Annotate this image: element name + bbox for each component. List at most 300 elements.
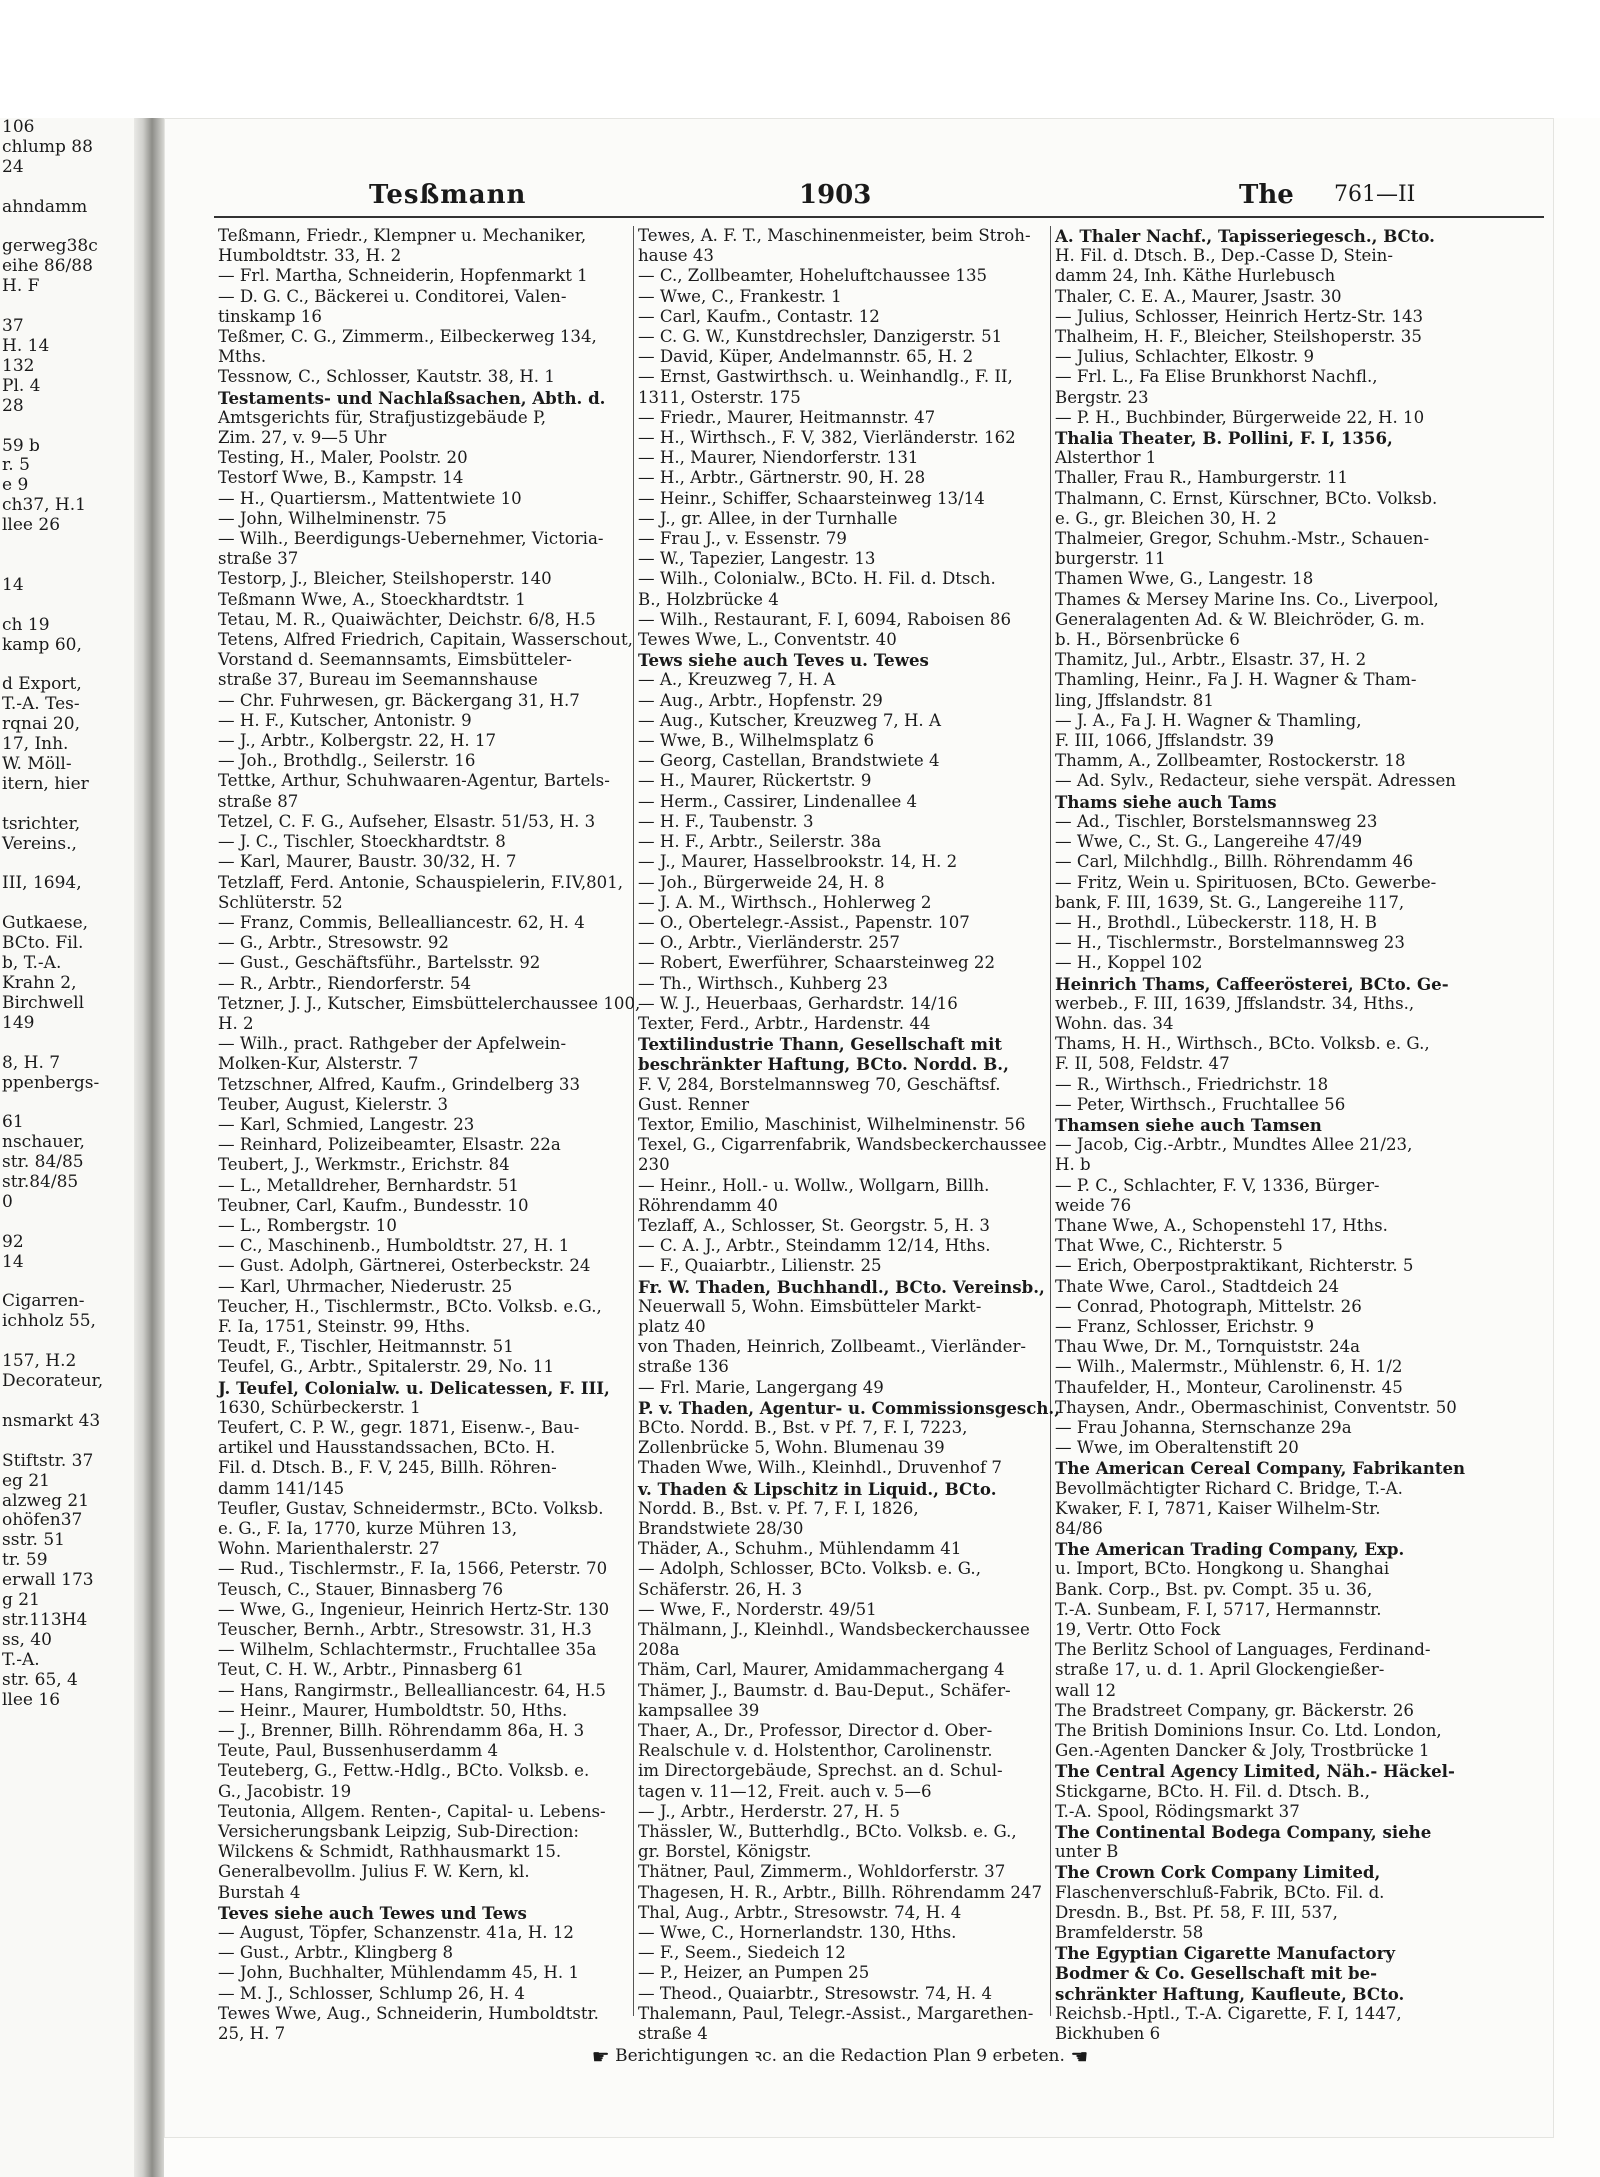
left-page-text-fragment: ch37, H.1: [2, 495, 86, 516]
directory-entry: Thal, Aug., Arbtr., Stresowstr. 74, H. 4: [638, 1902, 962, 1922]
directory-entry: Thaden Wwe, Wilh., Kleinhdl., Druvenhof 7: [638, 1458, 1002, 1478]
directory-column-2: [638, 226, 1060, 2044]
directory-entry: — Aug., Kutscher, Kreuzweg 7, H. A: [638, 710, 941, 730]
directory-entry: — Wwe, G., Ingenieur, Heinrich Hertz-Str. 130: [218, 1599, 610, 1619]
directory-entry: — Herm., Cassirer, Lindenallee 4: [638, 791, 918, 811]
directory-entry: — Julius, Schlachter, Elkostr. 9: [1055, 347, 1315, 367]
directory-entry: — W., Tapezier, Langestr. 13: [638, 549, 876, 569]
directory-entry: H. Fil. d. Dtsch. B., Dep.-Casse D, Stein-: [1055, 246, 1393, 266]
directory-entry: Thames & Mersey Marine Ins. Co., Liverpool,: [1055, 589, 1439, 609]
left-page-text-fragment: nsmarkt 43: [2, 1410, 101, 1431]
directory-entry: B., Holzbrücke 4: [638, 589, 779, 609]
left-page-text-fragment: llee 16: [2, 1689, 61, 1710]
directory-entry: J. Teufel, Colonialw. u. Delicatessen, F. III,: [218, 1377, 610, 1398]
left-page-text-fragment: nschauer,: [2, 1132, 85, 1153]
directory-entry: The Central Agency Limited, Näh.- Häckel-: [1055, 1761, 1455, 1782]
directory-entry: The Crown Cork Company Limited,: [1055, 1862, 1381, 1883]
directory-entry: platz 40: [638, 1316, 706, 1336]
left-page-text-fragment: T.-A.: [2, 1649, 40, 1670]
directory-entry: Testorp, J., Bleicher, Steilshoperstr. 140: [218, 569, 552, 589]
directory-entry: — Franz, Commis, Bellealliancestr. 62, H. 4: [218, 912, 585, 932]
directory-entry: — J., Arbtr., Herderstr. 27, H. 5: [638, 1801, 900, 1821]
directory-entry: Tewes, A. F. T., Maschinenmeister, beim Stroh-: [638, 226, 1031, 245]
directory-entry: — Wilh., Colonialw., BCto. H. Fil. d. Dtsch.: [638, 569, 996, 589]
directory-entry: Thane Wwe, A., Schopenstehl 17, Hths.: [1055, 1215, 1388, 1235]
left-page-text-fragment: eg 21: [2, 1470, 50, 1491]
page-number: 761—II: [1334, 182, 1416, 207]
directory-entry: — Wwe, C., Hornerlandstr. 130, Hths.: [638, 1923, 957, 1943]
directory-entry: tagen v. 11—12, Freit. auch v. 5—6: [638, 1781, 932, 1801]
directory-entry: — Heinr., Holl.- u. Wollw., Wollgarn, Billh.: [638, 1175, 990, 1195]
directory-entry: Thämer, J., Baumstr. d. Bau-Deput., Schäfer-: [638, 1680, 1011, 1700]
left-page-text-fragment: 149: [2, 1012, 35, 1033]
directory-entry: — H. F., Taubenstr. 3: [638, 811, 814, 831]
directory-entry: — H., Arbtr., Gärtnerstr. 90, H. 28: [638, 468, 926, 488]
directory-entry: — Wwe, B., Wilhelmsplatz 6: [638, 731, 875, 751]
directory-entry: Bank. Corp., Bst. pv. Compt. 35 u. 36,: [1055, 1579, 1373, 1599]
directory-entry: damm 24, Inh. Käthe Hurlebusch: [1055, 266, 1336, 286]
directory-entry: — H., Tischlermstr., Borstelmannsweg 23: [1055, 933, 1405, 953]
directory-entry: — Frau J., v. Essenstr. 79: [638, 529, 847, 549]
directory-entry: gr. Borstel, Königstr.: [638, 1842, 812, 1862]
directory-entry: Wohn. Marienthalerstr. 27: [218, 1539, 440, 1559]
directory-entry: Thau Wwe, Dr. M., Tornquiststr. 24a: [1055, 1337, 1361, 1357]
directory-entry: ling, Jffslandstr. 81: [1055, 690, 1214, 710]
directory-entry: Thässler, W., Butterhdlg., BCto. Volksb. e. G.,: [638, 1822, 1017, 1842]
left-page-text-fragment: ahndamm: [2, 196, 88, 217]
directory-entry: — Ad., Tischler, Borstelsmannsweg 23: [1055, 811, 1378, 831]
left-page-text-fragment: r. 5: [2, 455, 30, 476]
directory-entry: — Peter, Wirthsch., Fruchtallee 56: [1055, 1094, 1346, 1114]
left-page-text-fragment: 37: [2, 316, 24, 337]
directory-entry: Teubner, Carl, Kaufm., Bundesstr. 10: [218, 1195, 529, 1215]
left-page-text-fragment: sstr. 51: [2, 1530, 65, 1551]
directory-entry: Thamitz, Jul., Arbtr., Elsastr. 37, H. 2: [1055, 650, 1367, 670]
directory-entry: Humboldtstr. 33, H. 2: [218, 246, 402, 266]
left-page-text-fragment: [0, 1213, 134, 1233]
directory-entry: — H. F., Kutscher, Antonistr. 9: [218, 710, 472, 730]
directory-entry: BCto. Nordd. B., Bst. v Pf. 7, F. I, 7223,: [638, 1417, 968, 1437]
directory-entry: wall 12: [1055, 1680, 1117, 1700]
directory-entry: The Continental Bodega Company, siehe: [1055, 1822, 1432, 1843]
directory-entry: Bevollmächtigter Richard C. Bridge, T.-A.: [1055, 1478, 1403, 1498]
directory-entry: The British Dominions Insur. Co. Ltd. London,: [1055, 1721, 1442, 1741]
directory-entry: Zollenbrücke 5, Wohn. Blumenau 39: [638, 1438, 945, 1458]
directory-entry: — P. C., Schlachter, F. V, 1336, Bürger-: [1055, 1175, 1380, 1195]
directory-entry: Wohn. das. 34: [1055, 1013, 1174, 1033]
left-page-text-fragment: g 21: [2, 1590, 40, 1611]
left-page-text-fragment: [0, 596, 134, 616]
left-page-text-fragment: 28: [2, 395, 24, 416]
directory-entry: — Fritz, Wein u. Spirituosen, BCto. Gewerbe-: [1055, 872, 1437, 892]
directory-entry: Tetzner, J. J., Kutscher, Eimsbüttelerchaussee 100,: [218, 993, 641, 1013]
directory-entry: unter B: [1055, 1842, 1119, 1862]
directory-entry: Gen.-Agenten Dancker & Joly, Trostbrücke 1: [1055, 1741, 1430, 1761]
left-page-text-fragment: 8, H. 7: [2, 1052, 61, 1073]
directory-entry: Thätner, Paul, Zimmerm., Wohldorferstr. 37: [638, 1862, 1006, 1882]
directory-entry: — H., Brothdl., Lübeckerstr. 118, H. B: [1055, 912, 1377, 932]
directory-entry: Tetzschner, Alfred, Kaufm., Grindelberg 33: [218, 1074, 581, 1094]
directory-entry: straße 4: [638, 2024, 708, 2044]
directory-entry: — J., Arbtr., Kolbergstr. 22, H. 17: [218, 731, 497, 751]
directory-entry: bank, F. III, 1639, St. G., Langereihe 117,: [1055, 892, 1405, 912]
left-page-text-fragment: erwall 173: [2, 1570, 94, 1591]
directory-entry: — M. J., Schlosser, Schlump 26, H. 4: [218, 1983, 525, 2003]
left-page-text-fragment: [0, 795, 134, 815]
left-page-text-fragment: H. F: [2, 276, 40, 297]
directory-entry: Tetzel, C. F. G., Aufseher, Elsastr. 51/53, H. 3: [218, 811, 596, 831]
directory-entry: — David, Küper, Andelmannstr. 65, H. 2: [638, 347, 974, 367]
directory-entry: Thäm, Carl, Maurer, Amidammachergang 4: [638, 1660, 1005, 1680]
left-page-text-fragment: [0, 1432, 134, 1452]
directory-entry: Teßmer, C. G., Zimmerm., Eilbeckerweg 134,: [218, 327, 597, 347]
left-page-text-fragment: ss, 40: [2, 1629, 52, 1650]
directory-entry: — Wilh., Beerdigungs-Uebernehmer, Victoria-: [218, 529, 604, 549]
left-page-text-fragment: [0, 1034, 134, 1054]
directory-entry: — J., Brenner, Billh. Röhrendamm 86a, H. 3: [218, 1721, 585, 1741]
directory-entry: straße 87: [218, 791, 299, 811]
directory-entry: Thamm, A., Zollbeamter, Rostockerstr. 18: [1055, 751, 1406, 771]
directory-entry: H. b: [1055, 1155, 1091, 1175]
left-page-text-fragment: Stiftstr. 37: [2, 1450, 94, 1471]
left-page-text-fragment: 157, H.2: [2, 1351, 77, 1372]
page-footer: [540, 2043, 1140, 2069]
directory-entry: artikel und Hausstandssachen, BCto. H.: [218, 1438, 556, 1458]
left-page-text-fragment: 17, Inh.: [2, 734, 69, 755]
directory-entry: Teuscher, Bernh., Arbtr., Stresowstr. 31, H.3: [218, 1620, 592, 1640]
directory-entry: straße 136: [638, 1357, 729, 1377]
left-page-text-fragment: chlump 88: [2, 136, 93, 157]
directory-entry: — Frl. Martha, Schneiderin, Hopfenmarkt 1: [218, 266, 588, 286]
directory-entry: Thaler, C. E. A., Maurer, Jsastr. 30: [1055, 286, 1342, 306]
directory-entry: Textor, Emilio, Maschinist, Wilhelminenstr. 56: [638, 1114, 1026, 1134]
directory-entry: — Karl, Uhrmacher, Niederustr. 25: [218, 1276, 513, 1296]
directory-entry: — Rud., Tischlermstr., F. Ia, 1566, Peterstr. 70: [218, 1559, 608, 1579]
directory-entry: — Wilh., pract. Rathgeber der Apfelwein-: [218, 1034, 567, 1054]
directory-entry: — Ad. Sylv., Redacteur, siehe verspät. Adressen: [1055, 771, 1456, 791]
directory-entry: — H., Wirthsch., F. V, 382, Vierländerstr. 162: [638, 428, 1016, 448]
directory-entry: im Directorgebäude, Sprechst. an d. Schul-: [638, 1761, 1003, 1781]
left-page-text-fragment: T.-A. Tes-: [2, 694, 80, 715]
directory-entry: — Karl, Maurer, Baustr. 30/32, H. 7: [218, 852, 517, 872]
left-page-text-fragment: 0: [2, 1191, 13, 1212]
left-page-text-fragment: H. 14: [2, 335, 50, 356]
directory-entry: 19, Vertr. Otto Fock: [1055, 1620, 1221, 1640]
directory-entry: — August, Töpfer, Schanzenstr. 41a, H. 12: [218, 1923, 574, 1943]
directory-entry: — Ernst, Gastwirthsch. u. Weinhandlg., F. II,: [638, 367, 1013, 387]
directory-entry: — Hans, Rangirmstr., Bellealliancestr. 64, H.5: [218, 1680, 606, 1700]
directory-entry: — A., Kreuzweg 7, H. A: [638, 670, 836, 690]
directory-entry: — Wwe, im Oberaltenstift 20: [1055, 1438, 1299, 1458]
left-page-text-fragment: [0, 417, 134, 437]
left-page-text-fragment: Pl. 4: [2, 375, 41, 396]
left-page-text-fragment: gerweg38c: [2, 236, 98, 257]
directory-entry: — Frl. L., Fa Elise Brunkhorst Nachfl.,: [1055, 367, 1378, 387]
left-page-text-fragment: 61: [2, 1112, 24, 1133]
left-page-text-fragment: [0, 855, 134, 875]
directory-entry: — Karl, Schmied, Langestr. 23: [218, 1114, 475, 1134]
directory-entry: — Conrad, Photograph, Mittelstr. 26: [1055, 1296, 1362, 1316]
directory-entry: — L., Metalldreher, Bernhardstr. 51: [218, 1175, 519, 1195]
directory-entry: b. H., Börsenbrücke 6: [1055, 630, 1240, 650]
directory-entry: Generalbevollm. Julius F. W. Kern, kl.: [218, 1862, 530, 1882]
footer-note: Berichtigungen ꝛc. an die Redaction Plan 9 erbeten.: [615, 2046, 1065, 2066]
directory-entry: kampsallee 39: [638, 1700, 760, 1720]
directory-entry: 1630, Schürbeckerstr. 1: [218, 1397, 421, 1417]
directory-entry: — Chr. Fuhrwesen, gr. Bäckergang 31, H.7: [218, 690, 580, 710]
left-page-text-fragment: ichholz 55,: [2, 1311, 96, 1332]
directory-entry: — W. J., Heuerbaas, Gerhardstr. 14/16: [638, 993, 958, 1013]
directory-entry: Schäferstr. 26, H. 3: [638, 1579, 803, 1599]
directory-entry: Stickgarne, BCto. H. Fil. d. Dtsch. B.,: [1055, 1781, 1370, 1801]
directory-entry: v. Thaden & Lipschitz in Liquid., BCto.: [638, 1478, 997, 1499]
directory-entry: Textilindustrie Thann, Gesellschaft mit: [638, 1034, 1003, 1055]
directory-entry: Thamen Wwe, G., Langestr. 18: [1055, 569, 1314, 589]
directory-entry: Thalia Theater, B. Pollini, F. I, 1356,: [1055, 428, 1393, 449]
left-page-fragment: [0, 118, 134, 2177]
left-page-text-fragment: Vereins.,: [2, 833, 77, 854]
left-page-text-fragment: str.113H4: [2, 1609, 88, 1630]
directory-entry: — John, Wilhelminenstr. 75: [218, 508, 447, 528]
left-page-text-fragment: BCto. Fil.: [2, 933, 84, 954]
directory-entry: G., Jacobistr. 19: [218, 1781, 352, 1801]
directory-entry: — Heinr., Maurer, Humboldtstr. 50, Hths.: [218, 1700, 568, 1720]
directory-entry: — Wilh., Restaurant, F. I, 6094, Raboisen 86: [638, 609, 1012, 629]
directory-entry: — F., Seem., Siedeich 12: [638, 1943, 846, 1963]
directory-entry: Thaysen, Andr., Obermaschinist, Conventstr. 50: [1055, 1397, 1457, 1417]
directory-entry: The Egyptian Cigarette Manufactory: [1055, 1943, 1395, 1964]
pointing-hand-icon: ☚: [1070, 2044, 1089, 2069]
directory-entry: 25, H. 7: [218, 2024, 286, 2044]
left-page-text-fragment: rqnai 20,: [2, 714, 80, 735]
pointing-hand-icon: ☛: [591, 2044, 610, 2069]
left-page-text-fragment: 59 b: [2, 435, 40, 456]
directory-entry: H. 2: [218, 1013, 254, 1033]
directory-entry: — H., Koppel 102: [1055, 953, 1203, 973]
directory-entry: Tewes Wwe, L., Conventstr. 40: [638, 630, 897, 650]
directory-entry: — C. G. W., Kunstdrechsler, Danzigerstr. 51: [638, 327, 1003, 347]
left-page-text-fragment: III, 1694,: [2, 873, 82, 894]
directory-entry: — Julius, Schlosser, Heinrich Hertz-Str. 143: [1055, 306, 1424, 326]
directory-entry: Wilckens & Schmidt, Rathhausmarkt 15.: [218, 1842, 562, 1862]
left-page-text-fragment: [0, 1093, 134, 1113]
directory-entry: Teufel, G., Arbtr., Spitalerstr. 29, No. 11: [218, 1357, 555, 1377]
directory-entry: e. G., gr. Bleichen 30, H. 2: [1055, 508, 1277, 528]
left-page-text-fragment: [0, 178, 134, 198]
directory-entry: — Th., Wirthsch., Kuhberg 23: [638, 973, 888, 993]
directory-entry: — J. A. M., Wirthsch., Hohlerweg 2: [638, 892, 932, 912]
left-page-text-fragment: Birchwell: [2, 992, 85, 1013]
directory-entry: — C. A. J., Arbtr., Steindamm 12/14, Hths.: [638, 1236, 991, 1256]
directory-entry: A. Thaler Nachf., Tapisseriegesch., BCto.: [1055, 226, 1435, 246]
directory-entry: T.-A. Sunbeam, F. I, 5717, Hermannstr.: [1055, 1599, 1382, 1619]
directory-entry: — C., Zollbeamter, Hoheluftchaussee 135: [638, 266, 988, 286]
directory-entry: Testing, H., Maler, Poolstr. 20: [218, 448, 468, 468]
directory-entry: — J., Maurer, Hasselbrookstr. 14, H. 2: [638, 852, 958, 872]
directory-entry: Texel, G., Cigarrenfabrik, Wandsbeckerchaussee: [638, 1135, 1047, 1155]
directory-entry: Fil. d. Dtsch. B., F. V, 245, Billh. Röhren-: [218, 1458, 557, 1478]
directory-entry: Thamsen siehe auch Tamsen: [1055, 1114, 1322, 1135]
left-page-text-fragment: str.84/85: [2, 1172, 79, 1193]
directory-entry: straße 17, u. d. 1. April Glockengießer-: [1055, 1660, 1385, 1680]
left-page-text-fragment: 24: [2, 156, 24, 177]
directory-entry: — R., Arbtr., Riendorferstr. 54: [218, 973, 472, 993]
directory-entry: Nordd. B., Bst. v. Pf. 7, F. I, 1826,: [638, 1498, 919, 1518]
directory-entry: — Joh., Brothdlg., Seilerstr. 16: [218, 751, 476, 771]
left-page-text-fragment: e 9: [2, 475, 29, 496]
left-page-text-fragment: itern, hier: [2, 773, 89, 794]
directory-entry: Röhrendamm 40: [638, 1195, 778, 1215]
left-page-text-fragment: 132: [2, 355, 35, 376]
left-page-text-fragment: [0, 894, 134, 914]
directory-entry: Gust. Renner: [638, 1094, 750, 1114]
left-page-text-fragment: llee 26: [2, 515, 61, 536]
directory-entry: — Jacob, Cig.-Arbtr., Mundtes Allee 21/23,: [1055, 1135, 1413, 1155]
directory-entry: Teubert, J., Werkmstr., Erichstr. 84: [218, 1155, 510, 1175]
directory-entry: Realschule v. d. Holstenthor, Carolinenstr.: [638, 1741, 993, 1761]
left-page-text-fragment: Decorateur,: [2, 1371, 104, 1392]
directory-entry: Texter, Ferd., Arbtr., Hardenstr. 44: [638, 1013, 931, 1033]
directory-entry: Heinrich Thams, Caffeerösterei, BCto. Ge-: [1055, 973, 1449, 994]
directory-entry: beschränkter Haftung, BCto. Nordd. B.,: [638, 1054, 1009, 1075]
directory-entry: — Georg, Castellan, Brandstwiete 4: [638, 751, 940, 771]
left-page-text-fragment: W. Möll-: [2, 754, 72, 774]
directory-entry: Teut, C. H. W., Arbtr., Pinnasberg 61: [218, 1660, 524, 1680]
directory-entry: Thate Wwe, Carol., Stadtdeich 24: [1055, 1276, 1340, 1296]
directory-entry: Kwaker, F. I, 7871, Kaiser Wilhelm-Str.: [1055, 1498, 1381, 1518]
directory-entry: Teßmann Wwe, A., Stoeckhardtstr. 1: [218, 589, 526, 609]
directory-entry: burgerstr. 11: [1055, 549, 1166, 569]
directory-entry: Thalmeier, Gregor, Schuhm.-Mstr., Schauen-: [1055, 529, 1430, 549]
left-page-text-fragment: alzweg 21: [2, 1490, 90, 1511]
directory-entry: — Erich, Oberpostpraktikant, Richterstr. 5: [1055, 1256, 1414, 1276]
directory-entry: — D. G. C., Bäckerei u. Conditorei, Valen-: [218, 286, 567, 306]
left-page-text-fragment: ppenbergs-: [2, 1072, 100, 1093]
left-page-text-fragment: 92: [2, 1231, 24, 1252]
directory-entry: Schlüterstr. 52: [218, 892, 343, 912]
directory-entry: Tettke, Arthur, Schuhwaaren-Agentur, Bartels-: [218, 771, 610, 791]
header-left-catchword: Tesßmann: [369, 180, 527, 210]
directory-entry: — Wwe, F., Norderstr. 49/51: [638, 1599, 877, 1619]
directory-entry: Amtsgerichts für, Strafjustizgebäude P,: [218, 407, 547, 427]
directory-entry: — H., Maurer, Rückertstr. 9: [638, 771, 872, 791]
directory-entry: Flaschenverschluß-Fabrik, BCto. Fil. d.: [1055, 1882, 1385, 1902]
directory-entry: — John, Buchhalter, Mühlendamm 45, H. 1: [218, 1963, 580, 1983]
directory-entry: schränkter Haftung, Kaufleute, BCto.: [1055, 1983, 1405, 2004]
directory-entry: Teute, Paul, Bussenhuserdamm 4: [218, 1741, 499, 1761]
directory-entry: werbeb., F. III, 1639, Jffslandstr. 34, Hths.,: [1055, 993, 1415, 1013]
directory-entry: — Gust. Adolph, Gärtnerei, Osterbeckstr. 24: [218, 1256, 591, 1276]
directory-entry: Thamling, Heinr., Fa J. H. Wagner & Tham-: [1055, 670, 1417, 690]
directory-entry: The American Trading Company, Exp.: [1055, 1539, 1405, 1560]
directory-entry: — Heinr., Schiffer, Schaarsteinweg 13/14: [638, 488, 985, 508]
directory-entry: Bergstr. 23: [1055, 387, 1149, 407]
directory-entry: Fr. W. Thaden, Buchhandl., BCto. Vereinsb.,: [638, 1276, 1045, 1297]
directory-entry: Thams siehe auch Tams: [1055, 791, 1277, 812]
directory-entry: Thams, H. H., Wirthsch., BCto. Volksb. e. G.,: [1055, 1034, 1430, 1054]
header-rule: [214, 216, 1544, 218]
left-page-text-fragment: 14: [2, 574, 24, 595]
directory-entry: — Wwe, C., Frankestr. 1: [638, 286, 842, 306]
directory-entry: — R., Wirthsch., Friedrichstr. 18: [1055, 1074, 1329, 1094]
left-page-text-fragment: str. 84/85: [2, 1152, 84, 1173]
directory-entry: — Carl, Milchhdlg., Billh. Röhrendamm 46: [1055, 852, 1414, 872]
directory-entry: Teufler, Gustav, Schneidermstr., BCto. Volksb.: [218, 1498, 604, 1518]
directory-entry: — J. C., Tischler, Stoeckhardtstr. 8: [218, 832, 506, 852]
directory-entry: That Wwe, C., Richterstr. 5: [1055, 1236, 1283, 1256]
left-page-text-fragment: b, T.-A.: [2, 953, 62, 974]
directory-entry: — F., Quaiarbtr., Lilienstr. 25: [638, 1256, 882, 1276]
directory-entry: Thaer, A., Dr., Professor, Director d. Ober-: [638, 1721, 993, 1741]
directory-entry: — H., Quartiersm., Mattentwiete 10: [218, 488, 522, 508]
directory-entry: Brandstwiete 28/30: [638, 1519, 804, 1538]
directory-column-3: [1055, 226, 1475, 2044]
directory-entry: Bodmer & Co. Gesellschaft mit be-: [1055, 1963, 1378, 1984]
directory-entry: von Thaden, Heinrich, Zollbeamt., Vierländer-: [638, 1337, 1027, 1357]
directory-entry: — G., Arbtr., Stresowstr. 92: [218, 933, 449, 953]
left-page-text-fragment: [0, 1392, 134, 1412]
directory-entry: P. v. Thaden, Agentur- u. Commissionsgesch.,: [638, 1397, 1060, 1418]
left-page-text-fragment: Gutkaese,: [2, 913, 89, 934]
directory-entry: — Franz, Schlosser, Erichstr. 9: [1055, 1316, 1315, 1336]
directory-entry: — Wwe, C., St. G., Langereihe 47/49: [1055, 832, 1363, 852]
directory-entry: — Frl. Marie, Langergang 49: [638, 1377, 884, 1397]
left-page-text-fragment: [0, 1273, 134, 1293]
directory-entry: — Frau Johanna, Sternschanze 29a: [1055, 1417, 1352, 1437]
left-page-text-fragment: ohöfen37: [2, 1510, 83, 1531]
directory-entry: straße 37, Bureau im Seemannshause: [218, 670, 538, 690]
left-page-text-fragment: Cigarren-: [2, 1291, 85, 1312]
directory-entry: The Bradstreet Company, gr. Bäckerstr. 26: [1055, 1700, 1414, 1720]
directory-entry: — Gust., Arbtr., Klingberg 8: [218, 1943, 454, 1963]
directory-entry: Tetau, M. R., Quaiwächter, Deichstr. 6/8, H.5: [218, 609, 596, 629]
left-page-text-fragment: str. 65, 4: [2, 1669, 78, 1690]
directory-entry: — Joh., Bürgerweide 24, H. 8: [638, 872, 885, 892]
directory-entry: Thäder, A., Schuhm., Mühlendamm 41: [638, 1539, 962, 1559]
directory-entry: Alsterthor 1: [1055, 448, 1157, 468]
directory-entry: — J., gr. Allee, in der Turnhalle: [638, 508, 898, 528]
directory-entry: — Wilh., Malermstr., Mühlenstr. 6, H. 1/2: [1055, 1357, 1403, 1377]
directory-entry: Teucher, H., Tischlermstr., BCto. Volksb. e.G.,: [218, 1296, 602, 1316]
left-page-text-fragment: 106: [2, 117, 35, 137]
left-page-text-fragment: d Export,: [2, 674, 82, 695]
directory-entry: Testaments- und Nachlaßsachen, Abth. d.: [218, 387, 606, 408]
left-page-text-fragment: [0, 218, 134, 238]
header-right-catchword: The: [1239, 180, 1294, 210]
directory-entry: The American Cereal Company, Fabrikanten: [1055, 1458, 1466, 1479]
left-page-text-fragment: [0, 1332, 134, 1352]
directory-entry: — O., Arbtr., Vierländerstr. 257: [638, 933, 900, 953]
directory-entry: Dresdn. B., Bst. Pf. 58, F. III, 537,: [1055, 1902, 1338, 1922]
directory-entry: Burstah 4: [218, 1882, 301, 1902]
left-page-text-fragment: Krahn 2,: [2, 972, 77, 993]
directory-entry: Teuteberg, G., Fettw.-Hdlg., BCto. Volksb. e.: [218, 1761, 590, 1781]
directory-entry: Tetzlaff, Ferd. Antonie, Schauspielerin, F.IV,801,: [218, 872, 624, 892]
directory-entry: e. G., F. Ia, 1770, kurze Mühren 13,: [218, 1519, 518, 1538]
directory-entry: Versicherungsbank Leipzig, Sub-Direction:: [218, 1822, 579, 1842]
directory-entry: Thalmann, C. Ernst, Kürschner, BCto. Volksb.: [1055, 488, 1438, 508]
directory-entry: — Theod., Quaiarbtr., Stresowstr. 74, H. 4: [638, 1983, 993, 2003]
left-page-text-fragment: tr. 59: [2, 1550, 48, 1571]
directory-entry: Tewes Wwe, Aug., Schneiderin, Humboldtstr.: [218, 2003, 599, 2023]
directory-entry: Teuber, August, Kielerstr. 3: [218, 1094, 449, 1114]
directory-entry: Teusch, C., Stauer, Binnasberg 76: [218, 1579, 504, 1599]
directory-entry: straße 37: [218, 549, 299, 569]
directory-entry: Teudt, F., Tischler, Heitmannstr. 51: [218, 1337, 514, 1357]
left-page-text-fragment: eihe 86/88: [2, 256, 93, 277]
directory-entry: u. Import, BCto. Hongkong u. Shanghai: [1055, 1559, 1390, 1579]
directory-entry: damm 141/145: [218, 1478, 345, 1498]
